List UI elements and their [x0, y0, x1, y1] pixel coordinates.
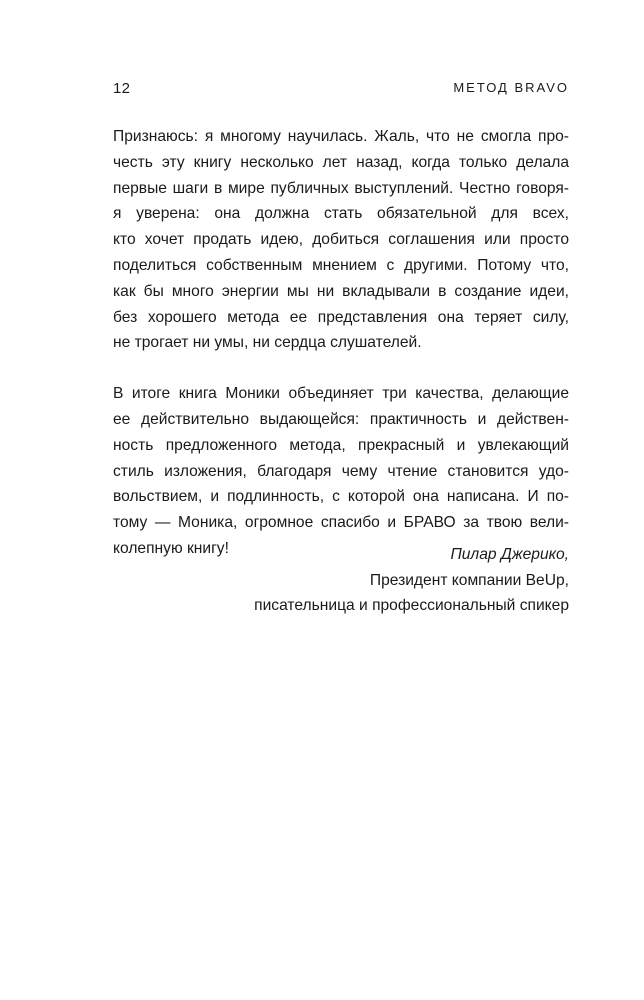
author-name: Пилар Джерико,	[450, 546, 569, 563]
text-line: я уверена: она должна стать обязательной для всех,	[113, 205, 569, 223]
signature-block	[113, 542, 569, 619]
text-line: кто хочет продать идею, добиться соглашения или просто	[113, 231, 569, 249]
page-header	[113, 80, 569, 104]
body-text	[113, 124, 569, 587]
text-line: тому — Моника, огромное спасибо и БРАВО за твою вели-	[113, 514, 569, 532]
text-line: поделиться собственным мнением с другими. Потому что,	[113, 256, 569, 274]
text-line: стиль изложения, благодаря чему чтение становится удо-	[113, 462, 569, 480]
text-line: как бы много энергии мы ни вкладывали в создание идеи,	[113, 282, 569, 300]
text-line: первые шаги в мире публичных выступлений. Честно говоря-	[113, 179, 569, 197]
text-line: без хорошего метода ее представления она теряет силу,	[113, 308, 569, 326]
running-title: МЕТОД BRAVO	[453, 80, 569, 95]
author-occupation: писательница и профессиональный спикер	[254, 597, 569, 615]
text-line: не трогает ни умы, ни сердца слушателей.	[113, 334, 422, 352]
text-line: ность предложенного метода, прекрасный и увлекающий	[113, 436, 569, 454]
text-line: вольствием, и подлинность, с которой она написана. И по-	[113, 488, 569, 506]
text-line: колепную книгу!	[113, 539, 229, 557]
text-line: В итоге книга Моники объединяет три качества, делающие	[113, 385, 569, 403]
page-number: 12	[113, 80, 131, 97]
paragraph-2	[113, 381, 569, 562]
text-line: честь эту книгу несколько лет назад, когда только делала	[113, 153, 569, 171]
text-line: ее действительно выдающейся: практичность и действен-	[113, 410, 569, 428]
text-line: Признаюсь: я многому научилась. Жаль, что не смогла про-	[113, 128, 569, 145]
paragraph-1	[113, 124, 569, 356]
book-page	[113, 0, 569, 1000]
author-role: Президент компании BeUp,	[369, 571, 569, 589]
